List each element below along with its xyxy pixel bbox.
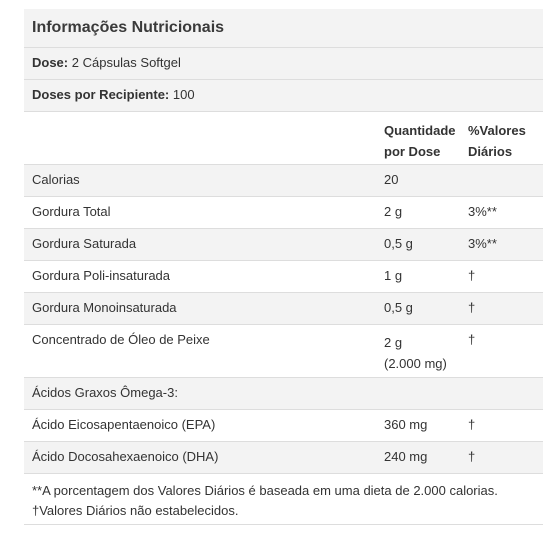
doses-per-container-row <box>24 80 543 112</box>
nutrient-name: Ácido Docosahexaenoico (DHA) <box>32 449 219 464</box>
quantity-column-header <box>384 120 456 162</box>
nutrition-facts-table <box>24 9 543 525</box>
quantity-mg: (2.000 mg) <box>384 356 447 371</box>
nutrient-name: Gordura Total <box>32 204 111 219</box>
dose-row <box>24 48 543 80</box>
nutrient-quantity: 0,5 g <box>384 236 413 251</box>
column-header-row <box>24 112 543 165</box>
nutrient-quantity <box>384 332 447 374</box>
daily-value-header-line2: Diários <box>468 144 513 159</box>
nutrient-quantity: 1 g <box>384 268 403 283</box>
nutrient-daily-value: 3%** <box>468 236 497 251</box>
nutrient-daily-value: † <box>468 332 476 347</box>
nutrient-daily-value: † <box>468 449 476 464</box>
footnote-not-established: †Valores Diários não estabelecidos. <box>32 503 239 518</box>
daily-value-column-header <box>468 120 526 162</box>
nutrient-name: Gordura Saturada <box>32 236 137 251</box>
doses-per-container-value: 100 <box>172 87 195 102</box>
nutrient-quantity: 2 g <box>384 204 403 219</box>
table-row <box>24 325 543 378</box>
nutrient-name: Gordura Poli-insaturada <box>32 268 171 283</box>
footnotes <box>24 474 543 525</box>
quantity-header-line1: Quantidade <box>384 123 456 138</box>
doses-per-container-label: Doses por Recipiente: <box>32 87 170 102</box>
footnote-daily-value-basis: **A porcentagem dos Valores Diários é baseada em uma dieta de 2.000 calorias. <box>32 483 498 498</box>
nutrient-daily-value: † <box>468 268 476 283</box>
nutrient-daily-value: † <box>468 300 476 315</box>
dose-label: Dose: <box>32 55 69 70</box>
nutrient-quantity: 0,5 g <box>384 300 413 315</box>
nutrient-daily-value: † <box>468 417 476 432</box>
nutrient-name: Ácidos Graxos Ômega-3: <box>32 385 178 400</box>
nutrient-daily-value: 3%** <box>468 204 497 219</box>
table-title: Informações Nutricionais <box>24 9 543 48</box>
table-row <box>24 197 543 229</box>
quantity-grams: 2 g <box>384 335 403 350</box>
table-row <box>24 165 543 197</box>
quantity-header-line2: por Dose <box>384 144 441 159</box>
nutrient-name: Ácido Eicosapentaenoico (EPA) <box>32 417 216 432</box>
table-row <box>24 261 543 293</box>
dose-value: 2 Cápsulas Softgel <box>71 55 181 70</box>
table-row <box>24 442 543 474</box>
nutrient-quantity: 240 mg <box>384 449 428 464</box>
table-row <box>24 410 543 442</box>
table-row <box>24 229 543 261</box>
doses-per-container-cell <box>32 87 195 102</box>
nutrient-name: Gordura Monoinsaturada <box>32 300 177 315</box>
daily-value-header-line1: %Valores <box>468 123 526 138</box>
dose-cell <box>32 55 181 70</box>
table-row <box>24 293 543 325</box>
nutrient-quantity: 360 mg <box>384 417 428 432</box>
nutrient-name: Calorias <box>32 172 80 187</box>
table-row <box>24 378 543 410</box>
nutrient-name: Concentrado de Óleo de Peixe <box>32 332 210 347</box>
nutrient-quantity: 20 <box>384 172 399 187</box>
